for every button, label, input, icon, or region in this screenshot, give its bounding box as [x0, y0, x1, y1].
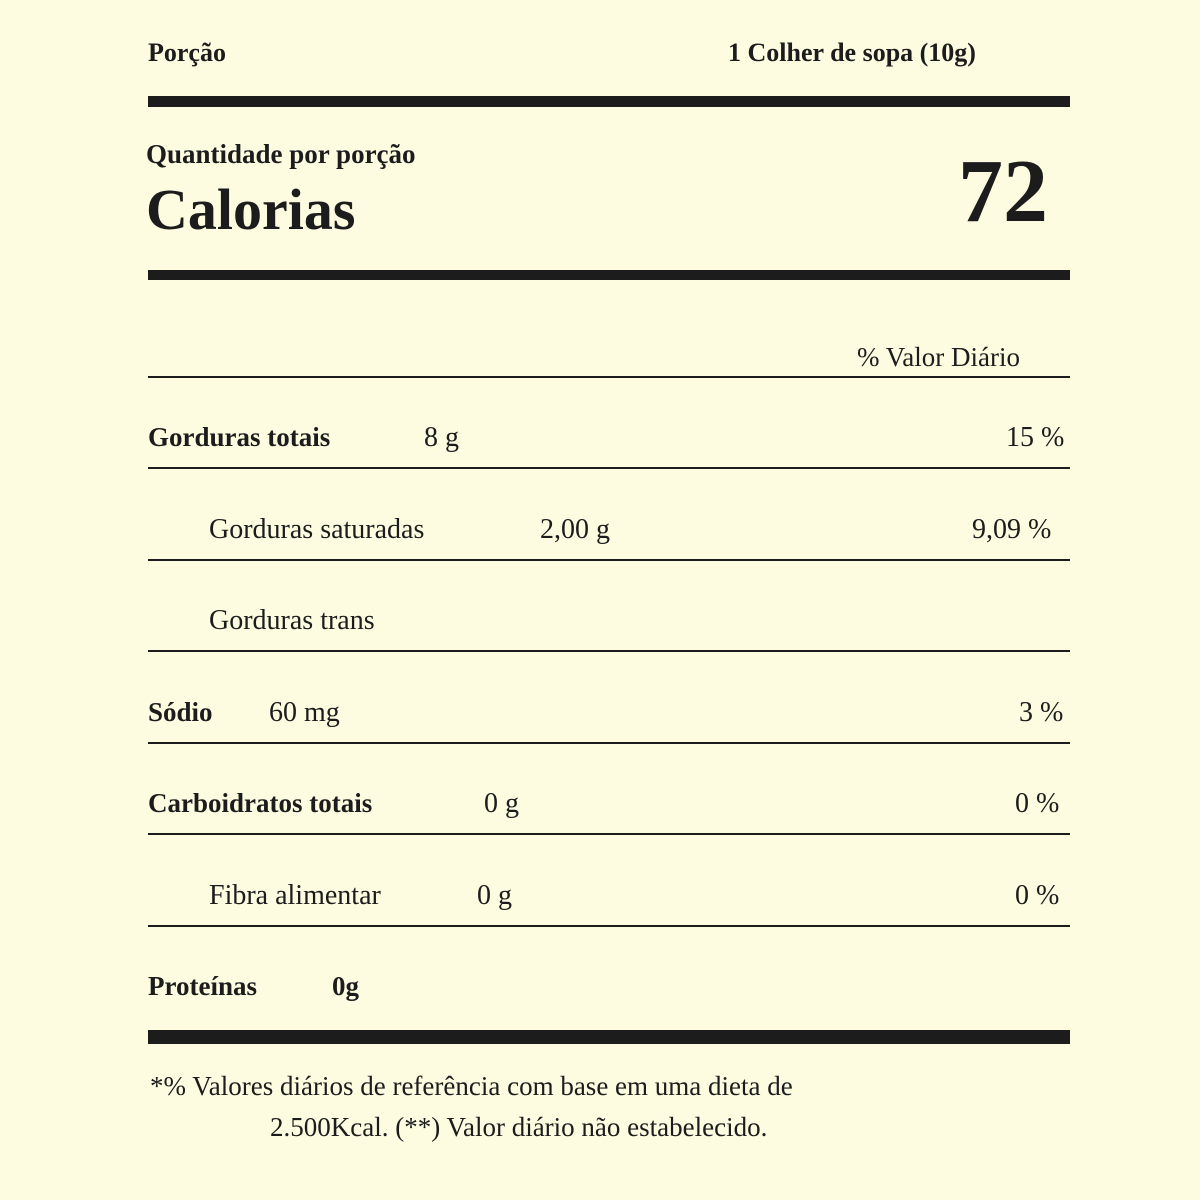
nutrient-amount-total-carbohydrates: 0 g [484, 788, 519, 819]
row-divider [148, 650, 1070, 652]
bottom-thick-divider [148, 1030, 1070, 1044]
nutrient-name-protein: Proteínas [148, 971, 257, 1001]
row-divider [148, 559, 1070, 561]
serving-size-value: 1 Colher de sopa (10g) [728, 38, 976, 67]
footnote-line-2: 2.500Kcal. (**) Valor diário não estabelecido. [270, 1112, 768, 1142]
row-divider [148, 833, 1070, 835]
nutrient-dv-dietary-fiber: 0 % [1015, 880, 1060, 911]
row-divider [148, 925, 1070, 927]
nutrient-dv-total-carbohydrates: 0 % [1015, 788, 1060, 819]
nutrient-amount-saturated-fat: 2,00 g [540, 514, 610, 545]
nutrient-amount-protein: 0g [332, 971, 359, 1001]
nutrient-name-trans-fat: Gorduras trans [209, 605, 375, 636]
calories-label: Calorias [146, 177, 356, 242]
row-divider [148, 467, 1070, 469]
top-thick-divider [148, 96, 1070, 107]
footnote-line-1: *% Valores diários de referência com base em uma dieta de [150, 1071, 793, 1101]
nutrient-amount-sodium: 60 mg [269, 697, 340, 728]
daily-value-header: % Valor Diário [857, 342, 1020, 372]
amount-per-serving-label: Quantidade por porção [146, 139, 416, 169]
calories-value: 72 [958, 142, 1048, 241]
nutrient-dv-sodium: 3 % [1019, 697, 1064, 728]
nutrient-amount-total-fat: 8 g [424, 422, 459, 453]
nutrient-dv-total-fat: 15 % [1006, 422, 1065, 453]
nutrient-name-sodium: Sódio [148, 697, 213, 727]
nutrient-name-total-fat: Gorduras totais [148, 422, 331, 452]
header-divider [148, 376, 1070, 378]
calories-thick-divider [148, 270, 1070, 280]
nutrient-amount-dietary-fiber: 0 g [477, 880, 512, 911]
nutrient-dv-saturated-fat: 9,09 % [972, 514, 1052, 545]
nutrient-name-saturated-fat: Gorduras saturadas [209, 514, 425, 545]
nutrient-name-dietary-fiber: Fibra alimentar [209, 880, 381, 911]
serving-label: Porção [148, 38, 226, 67]
nutrient-name-total-carbohydrates: Carboidratos totais [148, 788, 373, 818]
row-divider [148, 742, 1070, 744]
